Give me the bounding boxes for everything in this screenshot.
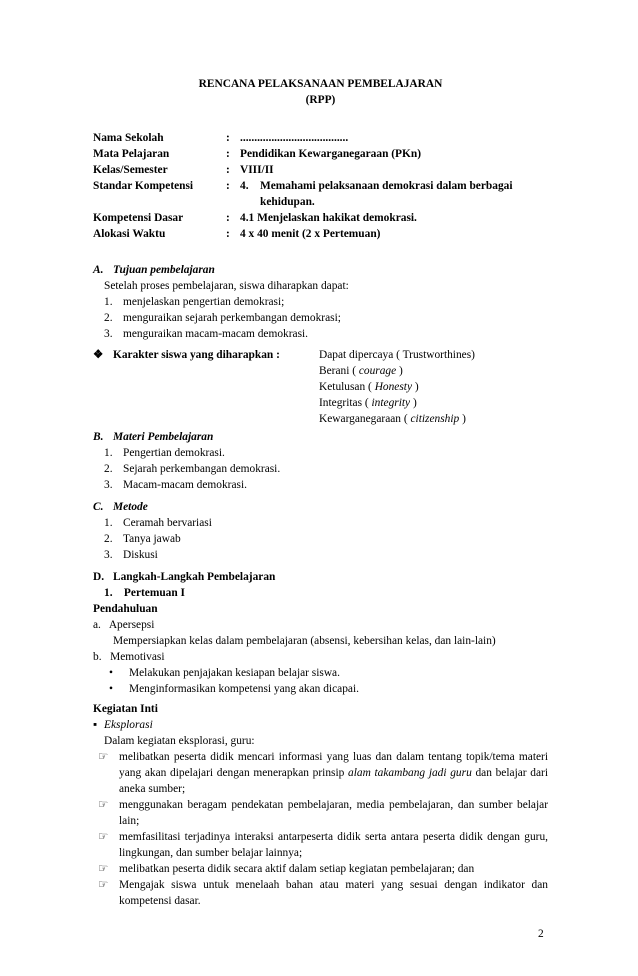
- identity-label: Kompetensi Dasar: [93, 212, 184, 224]
- list-text: Macam-macam demokrasi.: [123, 479, 247, 491]
- list-item: [104, 326, 548, 342]
- identity-label: Mata Pelajaran: [93, 148, 170, 160]
- identity-colon: :: [226, 212, 230, 224]
- list-item: [93, 861, 548, 877]
- list-item: [93, 665, 548, 681]
- list-number: 3.: [104, 328, 113, 340]
- character-value-english: integrity: [371, 397, 411, 409]
- section-heading: [93, 262, 548, 278]
- character-value: [319, 347, 475, 363]
- eksplorasi-label: Eksplorasi: [104, 719, 153, 731]
- list-text: memfasilitasi terjadinya interaksi antarpeserta didik serta antara peserta didik dengan guru, lingkungan, dan sumber belajar lainnya;: [119, 831, 548, 859]
- list-number: 2.: [104, 463, 113, 475]
- list-item: [93, 749, 548, 797]
- diamond-bullet-icon: ❖: [93, 349, 104, 361]
- character-value: [319, 411, 475, 427]
- character-value-text: Ketulusan (: [319, 381, 375, 393]
- section-title: Materi Pembelajaran: [113, 431, 214, 443]
- list-text: [119, 749, 548, 797]
- standard-number: 4.: [240, 180, 249, 192]
- list-item: [93, 877, 548, 909]
- identity-value: 4.1 Menjelaskan hakikat demokrasi.: [240, 212, 417, 224]
- material-list: [93, 445, 548, 493]
- character-values: [319, 347, 475, 427]
- document-subtitle: (RPP): [305, 94, 336, 106]
- character-value-english: Honesty: [374, 381, 413, 393]
- kegiatan-inti-block: [93, 701, 548, 909]
- identity-row-class: [93, 162, 548, 178]
- character-value-close: ): [459, 413, 466, 425]
- identity-label: Nama Sekolah: [93, 132, 164, 144]
- identity-value: [240, 178, 548, 210]
- list-number: 3.: [104, 479, 113, 491]
- square-bullet-icon: ▪: [93, 719, 98, 731]
- apersepsi-text: Mempersiapkan kelas dalam pembelajaran (absensi, kebersihan kelas, dan lain-lain): [113, 635, 496, 647]
- identity-label: Standar Kompetensi: [93, 180, 194, 192]
- standard-text: Memahami pelaksanaan demokrasi dalam berbagai kehidupan.: [260, 180, 513, 208]
- identity-row-basic-competence: [93, 210, 548, 226]
- bullet-dot-icon: •: [109, 683, 113, 695]
- section-letter: A.: [93, 264, 104, 276]
- identity-label: Kelas/Semester: [93, 164, 168, 176]
- section-heading: [93, 499, 548, 515]
- list-text: Diskusi: [123, 549, 158, 561]
- list-text-italic: alam takambang jadi guru: [348, 767, 472, 779]
- section-letter: C.: [93, 501, 104, 513]
- list-item: [104, 531, 548, 547]
- section-title: Langkah-Langkah Pembelajaran: [113, 571, 276, 583]
- identity-colon: :: [226, 132, 230, 144]
- list-number: 1.: [104, 447, 113, 459]
- identity-value: VIII/II: [240, 164, 274, 176]
- list-number: 1.: [104, 517, 113, 529]
- character-value-text: Integritas (: [319, 397, 372, 409]
- identity-value: ......................................: [240, 132, 349, 144]
- identity-label: Alokasi Waktu: [93, 228, 166, 240]
- section-title: Metode: [113, 501, 148, 513]
- list-text: menguraikan sejarah perkembangan demokrasi;: [123, 312, 341, 324]
- pointing-hand-icon: ☞: [98, 831, 109, 843]
- eksplorasi-intro: Dalam kegiatan eksplorasi, guru:: [104, 735, 255, 747]
- list-text: menggunakan beragam pendekatan pembelajaran, media pembelajaran, dan sumber belajar lain;: [119, 799, 548, 827]
- list-item: [104, 461, 548, 477]
- list-text: melibatkan peserta didik secara aktif dalam setiap kegiatan pembelajaran; dan: [119, 863, 475, 875]
- character-value-close: ): [410, 397, 417, 409]
- list-number: 3.: [104, 549, 113, 561]
- section-material: [93, 429, 548, 493]
- identity-row-standard: [93, 178, 548, 210]
- character-value: [319, 379, 475, 395]
- identity-colon: :: [226, 180, 230, 192]
- list-number: 2.: [104, 312, 113, 324]
- list-number: 2.: [104, 533, 113, 545]
- list-item: [93, 797, 548, 829]
- list-item: [104, 310, 548, 326]
- section-objectives: [93, 262, 548, 342]
- pointing-hand-icon: ☞: [98, 879, 109, 891]
- list-text: Mengajak siswa untuk menelaah bahan atau materi yang sesuai dengan indikator dan kompetensi dasar.: [119, 879, 548, 907]
- list-item: [93, 681, 548, 697]
- character-value-close: ): [396, 365, 403, 377]
- character-value-text: Kewarganegaraan (: [319, 413, 411, 425]
- section-method: [93, 499, 548, 563]
- list-text: Sejarah perkembangan demokrasi.: [123, 463, 281, 475]
- list-item: [104, 477, 548, 493]
- identity-value: 4 x 40 menit (2 x Pertemuan): [240, 228, 381, 240]
- identity-colon: :: [226, 148, 230, 160]
- identity-value: Pendidikan Kewarganegaraan (PKn): [240, 148, 421, 160]
- identity-row-subject: [93, 146, 548, 162]
- identity-colon: :: [226, 228, 230, 240]
- page-number: 2: [538, 928, 544, 940]
- identity-colon: :: [226, 164, 230, 176]
- character-value-close: ): [412, 381, 419, 393]
- list-text: Pengertian demokrasi.: [123, 447, 225, 459]
- list-item: [93, 829, 548, 861]
- character-value-english: courage: [358, 365, 397, 377]
- section-heading: [93, 569, 548, 585]
- motivasi-label: b. Memotivasi: [93, 651, 165, 663]
- apersepsi-label: a. Apersepsi: [93, 619, 155, 631]
- list-item: [104, 547, 548, 563]
- character-value-english: citizenship: [410, 413, 460, 425]
- character-value: [319, 363, 475, 379]
- character-value-text: Berani (: [319, 365, 359, 377]
- list-text-part: dan belajar dari aneka sumber;: [119, 767, 548, 795]
- character-label-wrap: [93, 347, 319, 427]
- section-letter: B.: [93, 431, 104, 443]
- list-item: [104, 294, 548, 310]
- identity-row-time: [93, 226, 548, 242]
- pointing-hand-icon: ☞: [98, 751, 109, 763]
- list-text: Menginformasikan kompetensi yang akan dicapai.: [129, 683, 359, 695]
- document-title: RENCANA PELAKSANAAN PEMBELAJARAN: [198, 78, 443, 90]
- list-text: Melakukan penjajakan kesiapan belajar siswa.: [129, 667, 340, 679]
- section-title: Tujuan pembelajaran: [113, 264, 215, 276]
- section-heading: [93, 429, 548, 445]
- character-value: [319, 395, 475, 411]
- character-block: [93, 347, 548, 427]
- identity-block: [93, 130, 548, 242]
- list-text: Ceramah bervariasi: [123, 517, 212, 529]
- list-number: 1.: [104, 296, 113, 308]
- list-text: menjelaskan pengertian demokrasi;: [123, 296, 285, 308]
- section-intro: Setelah proses pembelajaran, siswa diharapkan dapat:: [104, 280, 349, 292]
- section-letter: D.: [93, 571, 105, 583]
- pointing-hand-icon: ☞: [98, 863, 109, 875]
- list-item: [104, 445, 548, 461]
- bullet-dot-icon: •: [109, 667, 113, 679]
- objectives-list: [93, 294, 548, 342]
- meeting-heading: 1. Pertemuan I: [104, 587, 185, 599]
- method-list: [93, 515, 548, 563]
- pendahuluan-heading: Pendahuluan: [93, 603, 158, 615]
- character-value-text: Dapat dipercaya ( Trustworthines): [319, 349, 475, 361]
- list-text: Tanya jawab: [123, 533, 181, 545]
- section-steps: [93, 569, 548, 697]
- eksplorasi-heading: [93, 717, 548, 733]
- identity-row-school: [93, 130, 548, 146]
- character-label: Karakter siswa yang diharapkan :: [113, 349, 280, 361]
- list-text: menguraikan macam-macam demokrasi.: [123, 328, 309, 340]
- list-item: [104, 515, 548, 531]
- list-text-part: melibatkan peserta didik mencari informasi yang luas dan dalam tentang topik/tema materi yang akan dipelajari dengan menerapkan prinsip: [119, 751, 548, 779]
- kegiatan-inti-heading: Kegiatan Inti: [93, 703, 158, 715]
- pointing-hand-icon: ☞: [98, 799, 109, 811]
